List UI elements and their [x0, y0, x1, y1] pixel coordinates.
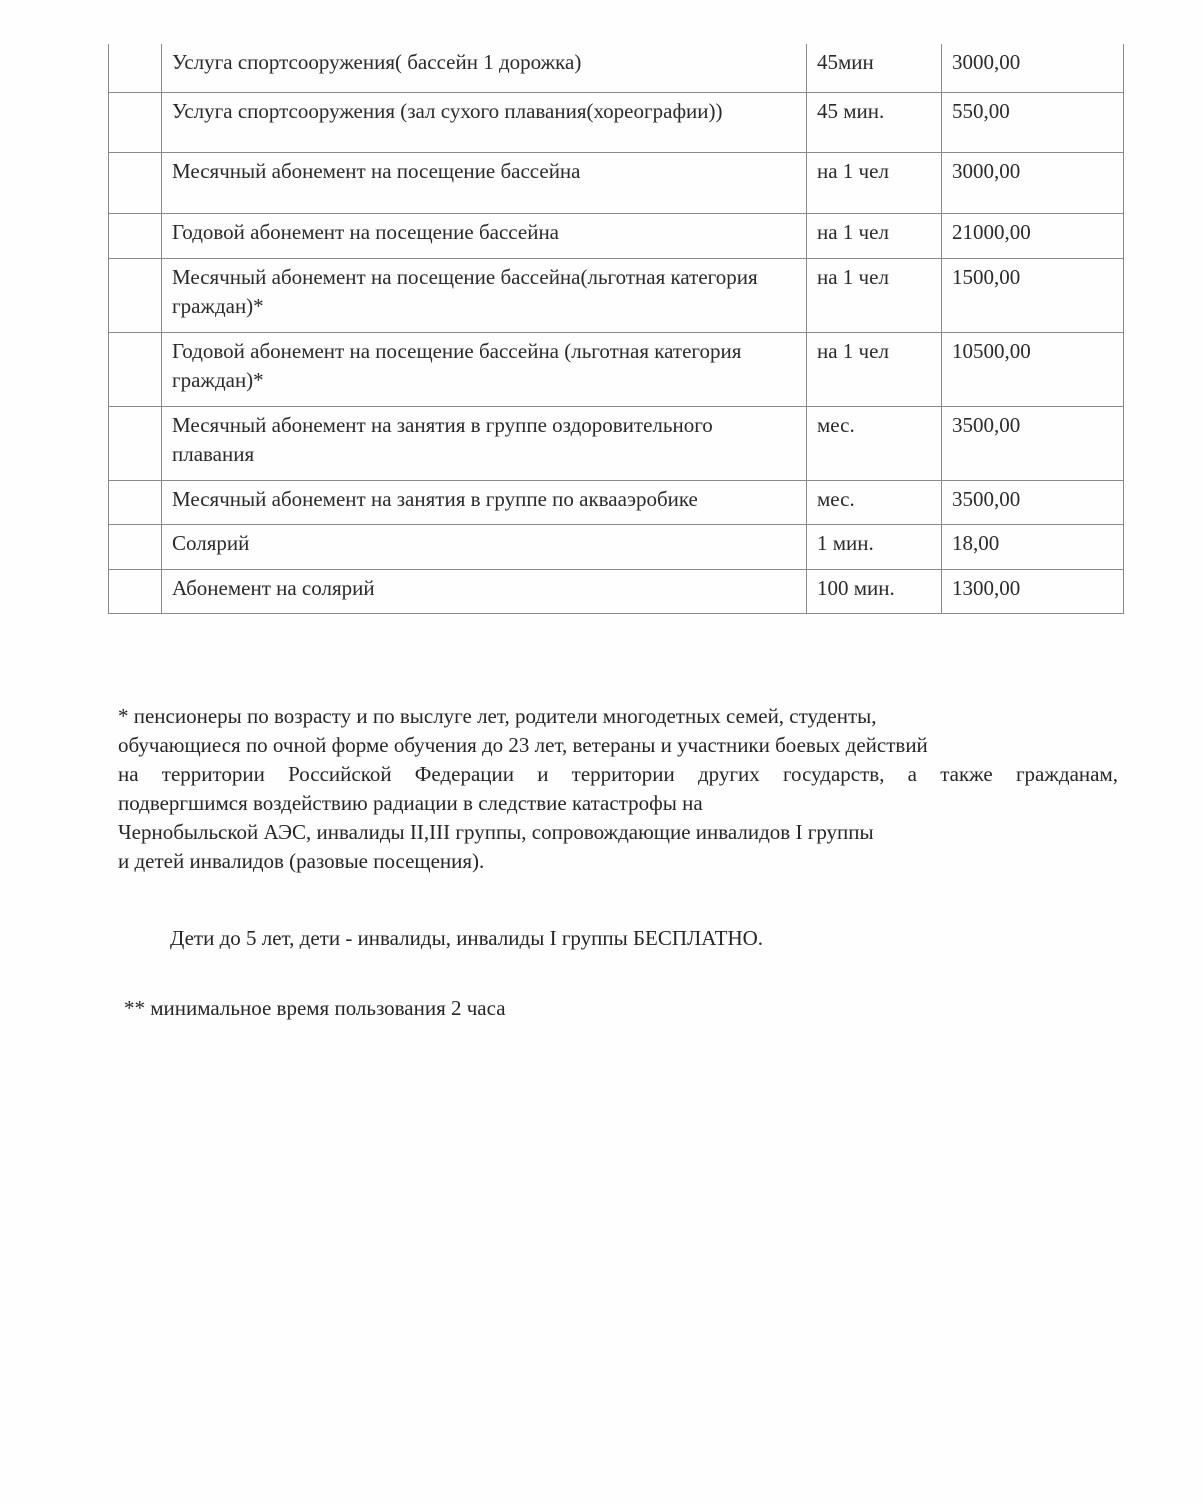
table-row — [109, 332, 1124, 406]
row-number-cell — [109, 213, 162, 258]
price-cell: 21000,00 — [942, 213, 1124, 258]
service-name-cell: Солярий — [162, 524, 807, 569]
price-cell: 3500,00 — [942, 406, 1124, 480]
table-row — [109, 44, 1124, 92]
table-row — [109, 569, 1124, 613]
table-row — [109, 258, 1124, 332]
unit-cell: 45 мин. — [807, 92, 942, 152]
table-row — [109, 92, 1124, 152]
row-number-cell — [109, 44, 162, 92]
footnote-line: * пенсионеры по возрасту и по выслуге лет, родители многодетных семей, студенты, — [118, 704, 877, 728]
service-name-cell: Месячный абонемент на занятия в группе оздоровительного плавания — [162, 406, 807, 480]
row-number-cell — [109, 524, 162, 569]
price-table — [108, 44, 1124, 614]
table-row — [109, 480, 1124, 524]
price-cell: 3500,00 — [942, 480, 1124, 524]
service-name-cell: Месячный абонемент на посещение бассейна(льготная категория граждан)* — [162, 258, 807, 332]
unit-cell: на 1 чел — [807, 332, 942, 406]
service-name-cell: Услуга спортсооружения (зал сухого плавания(хореографии)) — [162, 92, 807, 152]
footnote-line: на территории Российской Федерации и территории других государств, а также гражданам, — [118, 762, 1118, 786]
unit-cell: на 1 чел — [807, 258, 942, 332]
service-name-cell: Месячный абонемент на посещение бассейна — [162, 152, 807, 213]
footnote-line: обучающиеся по очной форме обучения до 23 лет, ветераны и участники боевых действий — [118, 733, 928, 757]
unit-cell: 1 мин. — [807, 524, 942, 569]
unit-cell: мес. — [807, 406, 942, 480]
table-row — [109, 524, 1124, 569]
service-name-cell: Годовой абонемент на посещение бассейна — [162, 213, 807, 258]
price-cell: 550,00 — [942, 92, 1124, 152]
unit-cell: 45мин — [807, 44, 942, 92]
price-cell: 10500,00 — [942, 332, 1124, 406]
minimum-time-note: ** минимальное время пользования 2 часа — [124, 996, 506, 1020]
row-number-cell — [109, 406, 162, 480]
row-number-cell — [109, 92, 162, 152]
unit-cell: на 1 чел — [807, 152, 942, 213]
row-number-cell — [109, 332, 162, 406]
price-cell: 3000,00 — [942, 152, 1124, 213]
row-number-cell — [109, 480, 162, 524]
row-number-cell — [109, 258, 162, 332]
row-number-cell — [109, 569, 162, 613]
service-name-cell: Услуга спортсооружения( бассейн 1 дорожка) — [162, 44, 807, 92]
free-admission-note: Дети до 5 лет, дети - инвалиды, инвалиды I группы БЕСПЛАТНО. — [170, 926, 764, 950]
footnote-line: подвергшимся воздействию радиации в следствие катастрофы на — [118, 791, 703, 815]
price-cell: 1300,00 — [942, 569, 1124, 613]
row-number-cell — [109, 152, 162, 213]
price-cell: 1500,00 — [942, 258, 1124, 332]
unit-cell: на 1 чел — [807, 213, 942, 258]
service-name-cell: Абонемент на солярий — [162, 569, 807, 613]
service-name-cell: Месячный абонемент на занятия в группе по аквааэробике — [162, 480, 807, 524]
footnote-line: Чернобыльской АЭС, инвалиды II,III группы, сопровождающие инвалидов I группы — [118, 820, 874, 844]
table-row — [109, 406, 1124, 480]
price-cell: 18,00 — [942, 524, 1124, 569]
service-name-cell: Годовой абонемент на посещение бассейна (льготная категория граждан)* — [162, 332, 807, 406]
table-row — [109, 152, 1124, 213]
unit-cell: мес. — [807, 480, 942, 524]
beneficiary-footnote — [118, 702, 1118, 876]
unit-cell: 100 мин. — [807, 569, 942, 613]
table-row — [109, 213, 1124, 258]
price-cell: 3000,00 — [942, 44, 1124, 92]
footnote-line: и детей инвалидов (разовые посещения). — [118, 849, 485, 873]
